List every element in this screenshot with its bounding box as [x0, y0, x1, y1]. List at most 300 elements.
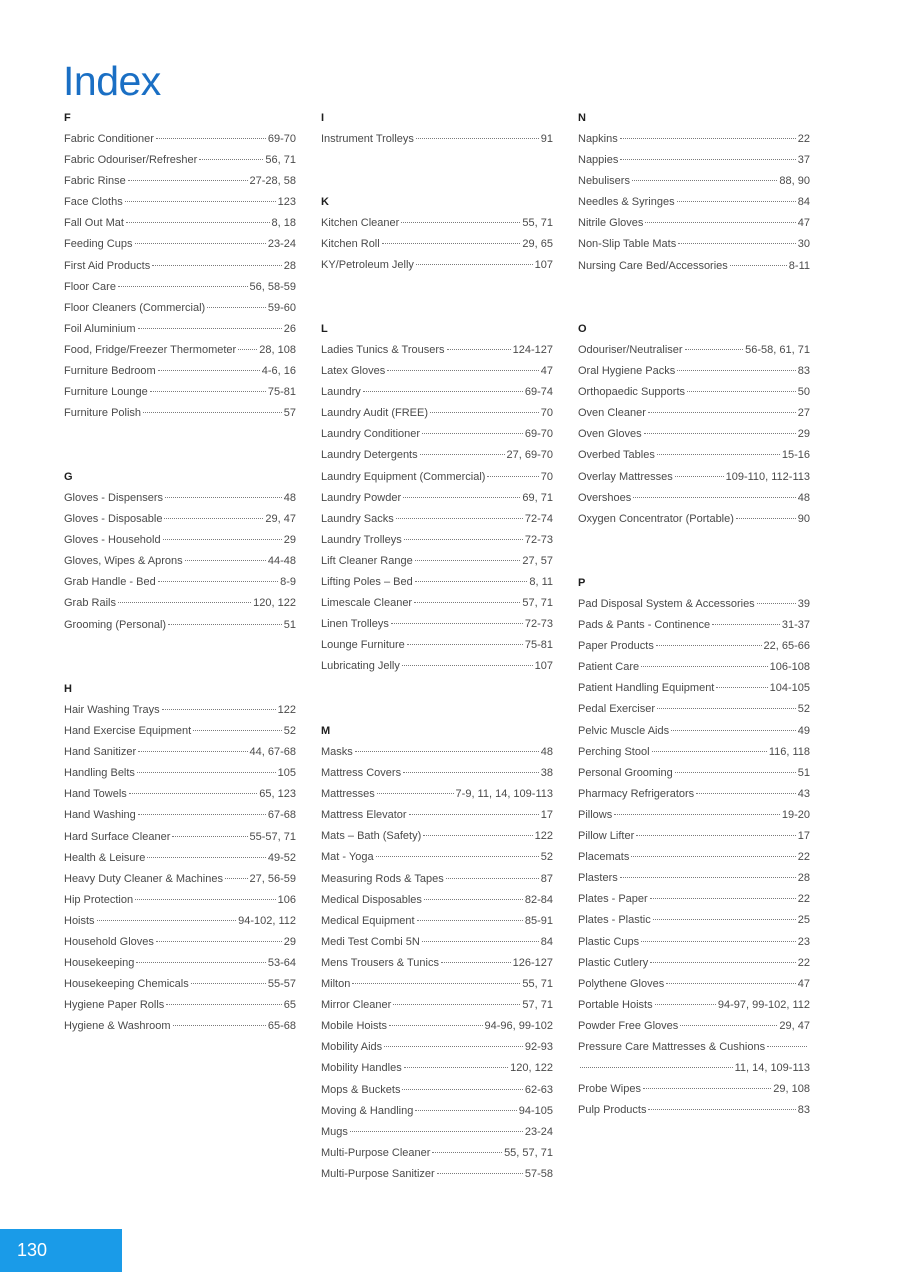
dot-leader: [163, 539, 282, 540]
entry-pages: 72-73: [524, 618, 553, 631]
index-entry: [64, 234, 296, 255]
entry-name: Plastic Cups: [578, 935, 640, 948]
entry-name: Mobility Handles: [321, 1062, 402, 1075]
dot-leader: [166, 1004, 281, 1005]
index-section-m: [321, 721, 553, 1185]
entry-pages: 22, 65-66: [763, 640, 810, 653]
entry-name: Face Cloths: [64, 196, 123, 209]
entry-pages: 104-105: [769, 682, 810, 695]
entry-name: Mobility Aids: [321, 1041, 383, 1054]
dot-leader: [620, 138, 796, 139]
entry-name: Multi-Purpose Sanitizer: [321, 1167, 435, 1180]
index-entry: [578, 1037, 810, 1058]
index-entry: [64, 298, 296, 319]
index-section-k: [321, 192, 553, 276]
entry-name: Hair Washing Trays: [64, 704, 160, 716]
entry-pages: 106: [277, 893, 296, 906]
entry-name: Mattress Elevator: [321, 809, 407, 822]
entry-name: Nitrile Gloves: [578, 217, 644, 230]
entry-name: Laundry Sacks: [321, 512, 394, 525]
index-section-n: [578, 108, 810, 277]
index-entry: [64, 572, 296, 593]
entry-pages: 28: [797, 872, 810, 885]
entry-pages: 7-9, 11, 14, 109-113: [455, 788, 553, 801]
entry-name: Placemats: [578, 851, 630, 864]
index-entry: [578, 974, 810, 995]
entry-name: Household Gloves: [64, 936, 154, 949]
entry-pages: 29, 108: [773, 1083, 810, 1096]
index-entry: [64, 551, 296, 572]
entry-name: Mats – Bath (Safety): [321, 830, 422, 843]
entry-name: Pelvic Muscle Aids: [578, 724, 670, 737]
entry-name: Heavy Duty Cleaner & Machines: [64, 872, 223, 885]
entry-pages: 44, 67-68: [249, 746, 296, 759]
entry-pages: 43: [797, 787, 810, 800]
index-entry: [64, 129, 296, 150]
dot-leader: [156, 941, 282, 942]
entry-name: Oven Gloves: [578, 428, 642, 441]
entry-name: Perching Stool: [578, 745, 650, 758]
dot-leader: [415, 1110, 516, 1111]
dot-leader: [730, 265, 787, 266]
dot-leader: [671, 730, 796, 731]
dot-leader: [712, 624, 780, 625]
entry-name: Paper Products: [578, 640, 654, 653]
index-entry: [578, 192, 810, 213]
dot-leader: [422, 941, 539, 942]
entry-pages: 65-68: [267, 1020, 296, 1033]
entry-pages: 17: [540, 809, 553, 822]
entry-pages: 83: [797, 365, 810, 378]
index-entry: [321, 213, 553, 234]
dot-leader: [136, 962, 266, 963]
index-entry: [578, 1100, 810, 1121]
entry-pages: 56-58, 61, 71: [745, 344, 810, 356]
entry-pages: 26: [283, 322, 296, 335]
index-entry: [321, 340, 553, 361]
entry-name: Hoists: [64, 914, 95, 927]
dot-leader: [97, 920, 237, 921]
dot-leader: [401, 222, 520, 223]
entry-pages: 22: [797, 133, 810, 145]
entry-pages: 94-97, 99-102, 112: [717, 998, 810, 1011]
entry-pages: 55, 71: [522, 978, 553, 991]
index-entry: [578, 509, 810, 530]
entry-name: Gloves - Disposable: [64, 513, 163, 526]
entry-pages: 87: [540, 872, 553, 885]
index-entry: [64, 593, 296, 614]
index-entry: [578, 340, 810, 361]
index-entry: [321, 593, 553, 614]
index-entry: [321, 382, 553, 403]
page-number-badge: [0, 1229, 122, 1272]
index-entry: [64, 319, 296, 340]
entry-name: Lubricating Jelly: [321, 660, 400, 673]
entry-pages: 107: [534, 259, 553, 272]
entry-pages: 57, 71: [522, 597, 553, 610]
entry-name: Pillows: [578, 808, 613, 821]
index-entry: [578, 847, 810, 868]
dot-leader: [125, 201, 276, 202]
entry-name: Laundry Conditioner: [321, 428, 421, 441]
entry-name: Plates - Paper: [578, 893, 648, 906]
dot-leader: [650, 962, 795, 963]
dot-leader: [128, 180, 248, 181]
index-entry: [578, 995, 810, 1016]
entry-name: Moving & Handling: [321, 1104, 414, 1117]
entry-pages: 48: [797, 491, 810, 504]
index-entry: [321, 805, 553, 826]
entry-pages: 27: [797, 407, 810, 420]
index-entry: [64, 382, 296, 403]
index-entry: [578, 424, 810, 445]
entry-name: Hand Towels: [64, 788, 127, 801]
dot-leader: [377, 793, 454, 794]
index-section-i: [321, 108, 553, 150]
dot-leader: [382, 243, 521, 244]
index-entry: [64, 890, 296, 911]
entry-pages: 8-9: [280, 576, 296, 589]
entry-name: Mens Trousers & Tunics: [321, 956, 439, 969]
dot-leader: [420, 454, 505, 455]
index-entry: [64, 805, 296, 826]
entry-pages: 55-57: [267, 978, 296, 991]
entry-name: Mattresses: [321, 788, 375, 801]
index-entry: [578, 445, 810, 466]
index-entry: [578, 234, 810, 255]
entry-name: Polythene Gloves: [578, 977, 665, 990]
dot-leader: [173, 1025, 266, 1026]
entry-name: Pressure Care Mattresses & Cushions: [578, 1040, 766, 1053]
entry-name: Personal Grooming: [578, 766, 673, 779]
entry-pages: 69-70: [524, 428, 553, 441]
index-entry: [578, 213, 810, 234]
index-entry: [578, 868, 810, 889]
dot-leader: [156, 138, 266, 139]
entry-pages: 37: [797, 154, 810, 167]
dot-leader: [675, 476, 724, 477]
index-entry: [578, 784, 810, 805]
section-letter: N: [578, 112, 586, 124]
index-entry: [321, 911, 553, 932]
entry-name: Laundry Trolleys: [321, 533, 402, 546]
dot-leader: [680, 1025, 777, 1026]
entry-name: Floor Cleaners (Commercial): [64, 301, 206, 314]
entry-name: Probe Wipes: [578, 1083, 641, 1096]
index-entry: [578, 1079, 810, 1100]
dot-leader: [118, 286, 248, 287]
dot-leader: [415, 560, 521, 561]
index-entry: [64, 361, 296, 382]
entry-pages: 85-91: [524, 914, 553, 927]
entry-name: Nappies: [578, 154, 619, 167]
index-entry: [578, 805, 810, 826]
entry-name: Food, Fridge/Freezer Thermometer: [64, 343, 237, 356]
entry-pages: 49: [797, 724, 810, 737]
dot-leader: [402, 1089, 522, 1090]
dot-leader: [430, 412, 539, 413]
entry-pages: 88, 90: [779, 175, 810, 188]
entry-name: Oxygen Concentrator (Portable): [578, 512, 734, 525]
entry-pages: 8, 18: [271, 217, 296, 230]
dot-leader: [138, 328, 282, 329]
entry-pages: 52: [283, 725, 296, 738]
index-entry: [578, 636, 810, 657]
index-entry: [321, 869, 553, 890]
entry-name: Medical Equipment: [321, 914, 415, 927]
dot-leader: [416, 264, 533, 265]
entry-pages: 52: [540, 851, 553, 864]
entry-pages: 91: [540, 133, 553, 145]
dot-leader: [407, 644, 523, 645]
entry-pages: 31-37: [781, 619, 810, 632]
dot-leader: [238, 349, 257, 350]
dot-leader: [437, 1173, 523, 1174]
dot-leader: [415, 581, 528, 582]
dot-leader: [580, 1067, 733, 1068]
dot-leader: [653, 919, 796, 920]
entry-pages: 51: [797, 766, 810, 779]
dot-leader: [164, 518, 263, 519]
index-section-f: [64, 108, 296, 424]
entry-pages: 25: [797, 914, 810, 927]
index-entry: [321, 1122, 553, 1143]
dot-leader: [416, 138, 539, 139]
entry-name: Medical Disposables: [321, 893, 422, 906]
entry-name: Fabric Odouriser/Refresher: [64, 154, 198, 167]
entry-pages: 22: [797, 893, 810, 906]
index-entry: [578, 129, 810, 150]
entry-pages: 47: [797, 977, 810, 990]
entry-pages: 84: [797, 196, 810, 209]
entry-pages: 29: [283, 936, 296, 949]
dot-leader: [677, 201, 796, 202]
dot-leader: [404, 539, 523, 540]
entry-name: Handling Belts: [64, 767, 135, 780]
dot-leader: [135, 243, 266, 244]
index-entry: [578, 150, 810, 171]
index-entry: [321, 890, 553, 911]
dot-leader: [135, 899, 276, 900]
index-entry: [321, 530, 553, 551]
entry-pages: 29: [797, 428, 810, 441]
index-section-l: [321, 319, 553, 678]
section-letter: F: [64, 112, 71, 124]
entry-name: Floor Care: [64, 280, 116, 293]
dot-leader: [650, 898, 796, 899]
dot-leader: [172, 836, 247, 837]
index-entry: [64, 150, 296, 171]
dot-leader: [162, 709, 276, 710]
entry-name: Furniture Bedroom: [64, 365, 156, 378]
entry-pages: 11, 14, 109-113: [734, 1062, 810, 1075]
entry-pages: 105: [277, 767, 296, 780]
entry-pages: 50: [797, 386, 810, 399]
entry-name: Grab Rails: [64, 597, 116, 610]
index-entry: [321, 424, 553, 445]
index-entry: [321, 445, 553, 466]
index-entry: [64, 953, 296, 974]
dot-leader: [352, 983, 520, 984]
entry-pages: 57-58: [524, 1167, 553, 1180]
dot-leader: [403, 772, 539, 773]
entry-pages: 92-93: [524, 1041, 553, 1054]
dot-leader: [129, 793, 258, 794]
entry-name: Non-Slip Table Mats: [578, 238, 677, 251]
entry-pages: 65: [283, 999, 296, 1012]
index-entry: [578, 932, 810, 953]
dot-leader: [648, 1109, 795, 1110]
dot-leader: [666, 983, 796, 984]
entry-name: Limescale Cleaner: [321, 597, 413, 610]
entry-name: Fabric Conditioner: [64, 133, 154, 145]
dot-leader: [152, 265, 282, 266]
section-letter: H: [64, 683, 72, 695]
entry-name: Pad Disposal System & Accessories: [578, 598, 755, 610]
entry-name: Mops & Buckets: [321, 1083, 401, 1096]
entry-pages: 48: [540, 746, 553, 758]
dot-leader: [168, 624, 282, 625]
index-entry: [64, 721, 296, 742]
index-entry: [64, 784, 296, 805]
entry-name: Lifting Poles – Bed: [321, 576, 413, 589]
index-entry: [321, 974, 553, 995]
entry-pages: 57, 71: [522, 999, 553, 1012]
entry-name: Overlay Mattresses: [578, 470, 673, 483]
entry-pages: 27-28, 58: [249, 175, 296, 188]
entry-name: Fall Out Mat: [64, 217, 124, 230]
dot-leader: [417, 920, 523, 921]
dot-leader: [657, 708, 796, 709]
entry-pages: 120, 122: [253, 597, 296, 610]
entry-name: Mugs: [321, 1125, 348, 1138]
entry-name: Laundry Equipment (Commercial): [321, 470, 486, 483]
entry-pages: 4-6, 16: [261, 365, 296, 378]
entry-name: Health & Leisure: [64, 851, 146, 864]
dot-leader: [685, 349, 744, 350]
dot-leader: [384, 1046, 523, 1047]
dot-leader: [207, 307, 266, 308]
entry-pages: 107: [534, 660, 553, 673]
entry-name: Mat - Yoga: [321, 851, 374, 864]
dot-leader: [687, 391, 796, 392]
entry-pages: 55-57, 71: [249, 830, 296, 843]
index-entry: [578, 742, 810, 763]
entry-pages: 29, 47: [265, 513, 296, 526]
index-entry: [578, 1058, 810, 1079]
index-entry: [64, 509, 296, 530]
index-entry: [321, 509, 553, 530]
entry-pages: 94-105: [518, 1104, 553, 1117]
dot-leader: [757, 603, 796, 604]
dot-leader: [678, 243, 796, 244]
dot-leader: [696, 793, 796, 794]
entry-pages: 23-24: [267, 238, 296, 251]
dot-leader: [199, 159, 263, 160]
entry-pages: 75-81: [267, 386, 296, 399]
dot-leader: [404, 1067, 508, 1068]
index-section-p: [578, 573, 810, 1121]
dot-leader: [648, 412, 796, 413]
entry-name: Oral Hygiene Packs: [578, 365, 676, 378]
entry-name: Napkins: [578, 133, 618, 145]
index-entry: [64, 742, 296, 763]
entry-name: Linen Trolleys: [321, 618, 389, 631]
dot-leader: [677, 370, 796, 371]
index-entry: [578, 889, 810, 910]
entry-name: Milton: [321, 978, 351, 991]
index-entry: [321, 551, 553, 572]
dot-leader: [409, 814, 539, 815]
entry-name: Furniture Polish: [64, 407, 142, 420]
dot-leader: [387, 370, 539, 371]
entry-name: Odouriser/Neutraliser: [578, 344, 683, 356]
dot-leader: [396, 518, 523, 519]
index-entry: [64, 1016, 296, 1037]
index-section-g: [64, 467, 296, 636]
entry-name: Lift Cleaner Range: [321, 554, 413, 567]
index-entry: [64, 615, 296, 636]
dot-leader: [645, 222, 795, 223]
entry-pages: 38: [540, 767, 553, 780]
entry-name: Gloves, Wipes & Aprons: [64, 555, 183, 568]
entry-pages: 69-74: [524, 386, 553, 399]
dot-leader: [363, 391, 523, 392]
entry-pages: 29, 47: [779, 1019, 810, 1032]
index-entry: [578, 910, 810, 931]
entry-pages: 106-108: [769, 661, 810, 674]
index-entry: [578, 826, 810, 847]
entry-pages: 49-52: [267, 851, 296, 864]
index-entry: [64, 848, 296, 869]
dot-leader: [620, 877, 796, 878]
entry-name: Kitchen Cleaner: [321, 217, 400, 229]
dot-leader: [389, 1025, 482, 1026]
entry-pages: 55, 71: [522, 217, 553, 229]
section-letter: K: [321, 196, 329, 208]
entry-name: Kitchen Roll: [321, 238, 380, 251]
entry-name: Grab Handle - Bed: [64, 576, 156, 589]
entry-name: Oven Cleaner: [578, 407, 646, 420]
index-entry: [321, 403, 553, 424]
entry-pages: 28, 108: [259, 343, 296, 356]
dot-leader: [185, 560, 266, 561]
index-entry: [64, 827, 296, 848]
entry-name: Laundry: [321, 386, 361, 399]
index-entry: [321, 614, 553, 635]
dot-leader: [620, 159, 795, 160]
index-entry: [578, 403, 810, 424]
index-section-o: [578, 319, 810, 530]
index-entry: [64, 171, 296, 192]
index-entry: [321, 784, 553, 805]
dot-leader: [118, 602, 251, 603]
index-entry: [578, 721, 810, 742]
entry-pages: 22: [797, 956, 810, 969]
index-entry: [321, 1016, 553, 1037]
entry-name: KY/Petroleum Jelly: [321, 259, 414, 272]
entry-pages: 28: [283, 259, 296, 272]
index-entry: [64, 995, 296, 1016]
dot-leader: [350, 1131, 523, 1132]
page-number: 130: [17, 1240, 48, 1260]
entry-pages: 122: [277, 704, 296, 716]
entry-pages: 48: [283, 492, 296, 504]
index-entry: [321, 826, 553, 847]
entry-name: Mattress Covers: [321, 767, 402, 780]
entry-pages: 82-84: [524, 893, 553, 906]
dot-leader: [193, 730, 282, 731]
